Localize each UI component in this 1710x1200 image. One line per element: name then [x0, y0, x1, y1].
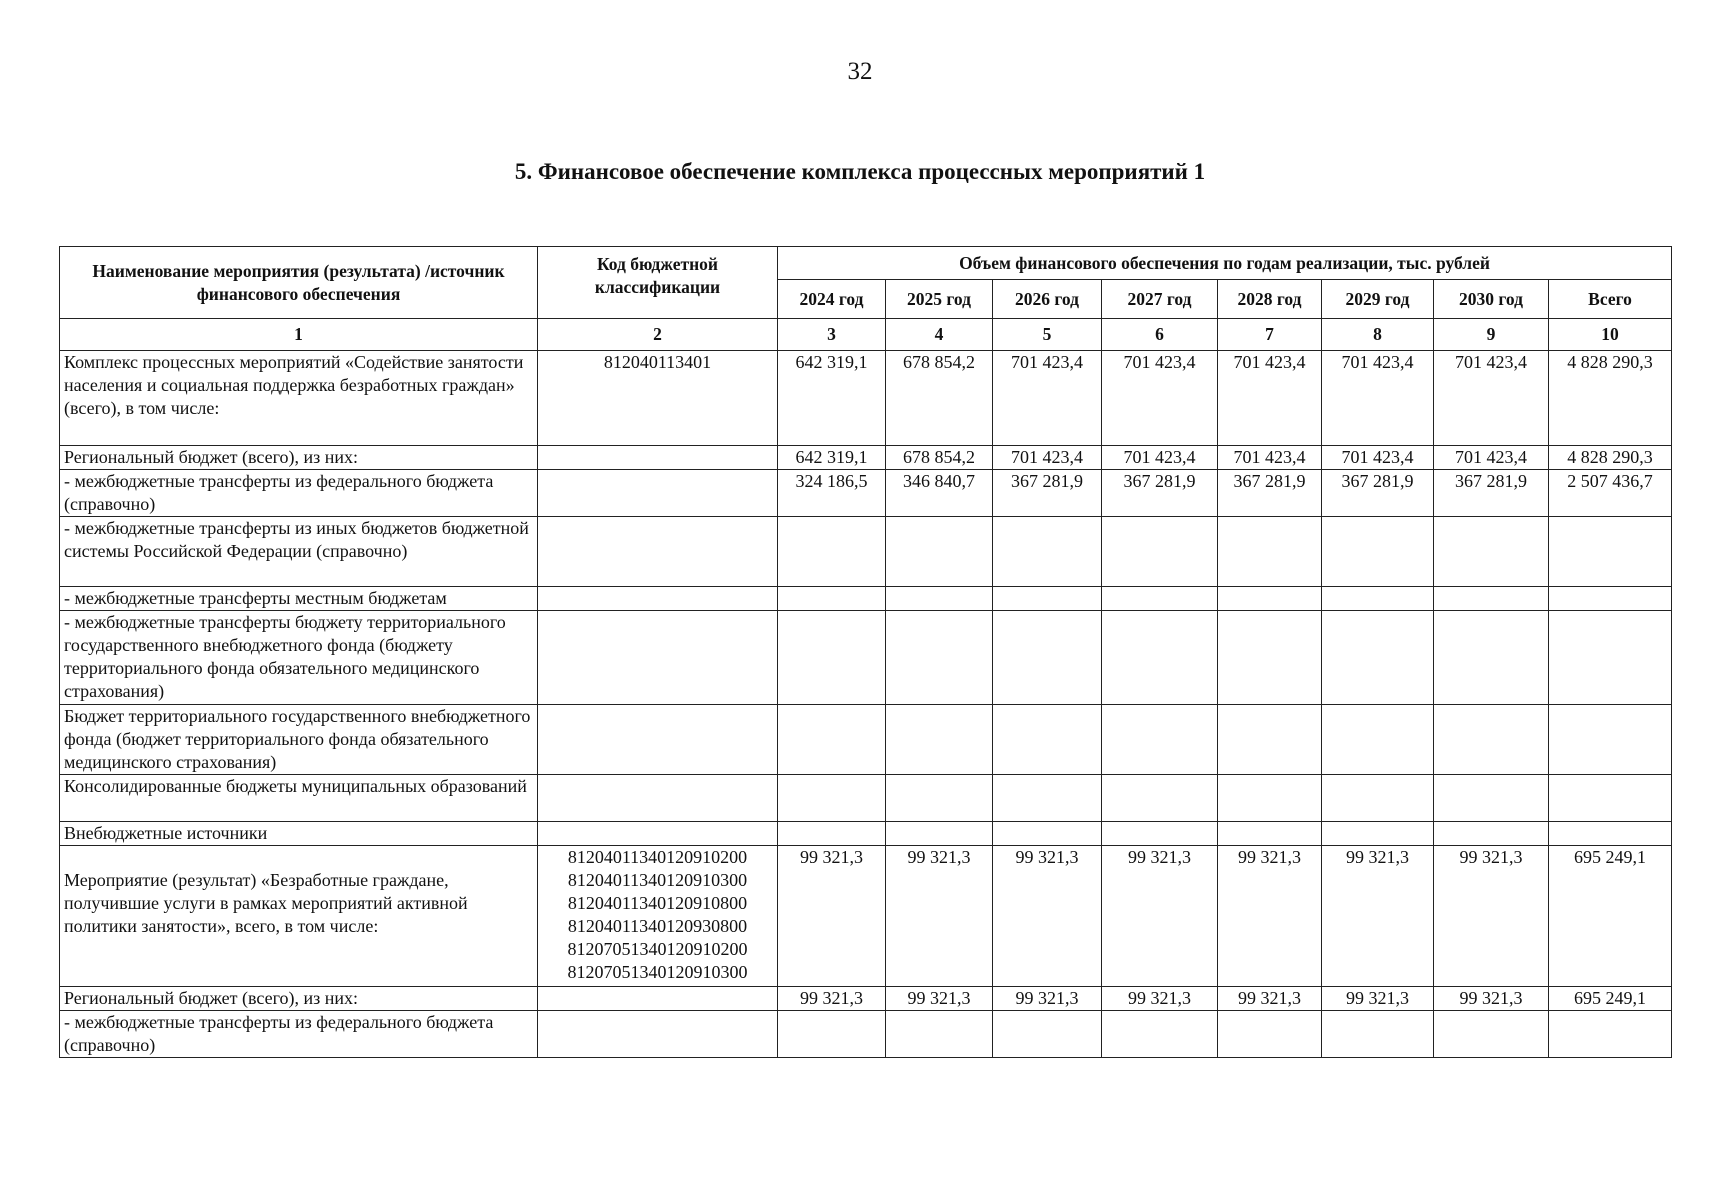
budget-code: 81204011340120930800: [567, 916, 748, 936]
row-year-value: [778, 775, 886, 822]
row-year-value: 99 321,3: [778, 987, 886, 1011]
row-year-value: [886, 611, 993, 705]
row-budget-code: [538, 987, 778, 1011]
table-row: [60, 611, 1672, 705]
row-year-value: [1102, 611, 1218, 705]
row-year-value: 99 321,3: [1322, 987, 1434, 1011]
row-year-value: [1434, 1011, 1549, 1058]
row-total-value: 2 507 436,7: [1549, 470, 1672, 517]
row-year-value: [1322, 1011, 1434, 1058]
row-year-value: 367 281,9: [1322, 470, 1434, 517]
row-year-value: [886, 822, 993, 846]
row-year-value: 99 321,3: [993, 987, 1102, 1011]
row-year-value: 701 423,4: [1322, 446, 1434, 470]
row-year-value: 99 321,3: [1434, 846, 1549, 987]
header-volume: Объем финансового обеспечения по годам реализации, тыс. рублей: [778, 247, 1672, 280]
row-year-value: [1434, 587, 1549, 611]
header-column-number: 6: [1102, 319, 1218, 351]
row-budget-code: [538, 775, 778, 822]
table-row: [60, 705, 1672, 775]
budget-code: 81204011340120910200: [567, 847, 748, 867]
row-year-value: 346 840,7: [886, 470, 993, 517]
row-year-value: 701 423,4: [1218, 446, 1322, 470]
row-year-value: [993, 822, 1102, 846]
row-year-value: [1322, 587, 1434, 611]
row-year-value: 642 319,1: [778, 446, 886, 470]
row-year-value: [1434, 822, 1549, 846]
row-year-value: [1434, 517, 1549, 587]
header-column-number: 9: [1434, 319, 1549, 351]
budget-code: 81204011340120910800: [567, 893, 748, 913]
row-year-value: 701 423,4: [1102, 446, 1218, 470]
table-row: [60, 470, 1672, 517]
row-year-value: 642 319,1: [778, 351, 886, 446]
row-total-value: 4 828 290,3: [1549, 351, 1672, 446]
header-year: Всего: [1549, 280, 1672, 319]
header-column-number: 5: [993, 319, 1102, 351]
row-year-value: [993, 587, 1102, 611]
row-year-value: [886, 517, 993, 587]
row-year-value: 99 321,3: [1102, 987, 1218, 1011]
row-year-value: [993, 611, 1102, 705]
row-budget-code: [538, 446, 778, 470]
header-year: 2030 год: [1434, 280, 1549, 319]
table-header: [60, 247, 1672, 351]
row-year-value: 701 423,4: [1218, 351, 1322, 446]
row-year-value: [993, 705, 1102, 775]
row-budget-code: [538, 705, 778, 775]
row-name: Бюджет территориального государственного внебюджетного фонда (бюджет территориального фонда обязательного медицинского страхования): [60, 705, 538, 775]
row-year-value: [886, 705, 993, 775]
row-year-value: [778, 611, 886, 705]
row-year-value: 367 281,9: [1102, 470, 1218, 517]
row-total-value: 4 828 290,3: [1549, 446, 1672, 470]
row-year-value: [1102, 587, 1218, 611]
row-name: - межбюджетные трансферты из федерального бюджета (справочно): [60, 470, 538, 517]
financing-table: [59, 246, 1672, 1058]
row-year-value: [993, 775, 1102, 822]
table-row: [60, 846, 1672, 987]
row-total-value: [1549, 822, 1672, 846]
row-year-value: [1322, 822, 1434, 846]
row-name: - межбюджетные трансферты из федерального бюджета (справочно): [60, 1011, 538, 1058]
header-column-number: 2: [538, 319, 778, 351]
row-budget-code: [538, 517, 778, 587]
row-year-value: [778, 517, 886, 587]
row-name: Региональный бюджет (всего), из них:: [60, 446, 538, 470]
row-year-value: [1434, 775, 1549, 822]
row-total-value: [1549, 611, 1672, 705]
table-row: [60, 587, 1672, 611]
row-year-value: [886, 587, 993, 611]
header-year: 2029 год: [1322, 280, 1434, 319]
row-year-value: [886, 1011, 993, 1058]
header-name: Наименование мероприятия (результата) /источник финансового обеспечения: [60, 247, 538, 319]
table-row: [60, 1011, 1672, 1058]
row-name: Региональный бюджет (всего), из них:: [60, 987, 538, 1011]
page-number: 32: [847, 58, 873, 85]
row-year-value: [1218, 822, 1322, 846]
row-year-value: [886, 775, 993, 822]
row-year-value: 678 854,2: [886, 351, 993, 446]
table-row: [60, 987, 1672, 1011]
row-year-value: 324 186,5: [778, 470, 886, 517]
row-year-value: [1218, 611, 1322, 705]
row-year-value: 701 423,4: [993, 351, 1102, 446]
table-row: [60, 822, 1672, 846]
row-budget-code: [538, 587, 778, 611]
table-body: [60, 351, 1672, 1058]
row-budget-code: [538, 822, 778, 846]
row-year-value: 678 854,2: [886, 446, 993, 470]
header-column-number: 7: [1218, 319, 1322, 351]
row-total-value: [1549, 775, 1672, 822]
row-year-value: 701 423,4: [993, 446, 1102, 470]
row-year-value: 99 321,3: [886, 987, 993, 1011]
budget-code: 81204011340120910300: [567, 870, 748, 890]
budget-code: 81207051340120910200: [567, 939, 748, 959]
budget-code: 81207051340120910300: [567, 962, 748, 982]
row-year-value: 99 321,3: [1218, 846, 1322, 987]
row-year-value: [1322, 705, 1434, 775]
row-total-value: [1549, 1011, 1672, 1058]
row-year-value: [1434, 611, 1549, 705]
row-total-value: 695 249,1: [1549, 987, 1672, 1011]
row-year-value: [778, 587, 886, 611]
row-year-value: [993, 1011, 1102, 1058]
header-year: 2025 год: [886, 280, 993, 319]
row-total-value: [1549, 587, 1672, 611]
row-year-value: [1218, 517, 1322, 587]
row-year-value: 701 423,4: [1434, 351, 1549, 446]
row-year-value: [1102, 822, 1218, 846]
section-title: 5. Финансовое обеспечение комплекса процессных мероприятий 1: [514, 159, 1206, 184]
row-year-value: 367 281,9: [1434, 470, 1549, 517]
header-column-number: 8: [1322, 319, 1434, 351]
table-row: [60, 775, 1672, 822]
row-year-value: 701 423,4: [1322, 351, 1434, 446]
header-year: 2028 год: [1218, 280, 1322, 319]
table-row: [60, 446, 1672, 470]
row-name: Мероприятие (результат) «Безработные граждане, получившие услуги в рамках мероприятий активной политики занятости», всего, в том числе:: [60, 846, 538, 987]
header-year: 2027 год: [1102, 280, 1218, 319]
row-year-value: 99 321,3: [886, 846, 993, 987]
row-year-value: [1218, 775, 1322, 822]
header-column-number: 3: [778, 319, 886, 351]
row-year-value: 99 321,3: [1434, 987, 1549, 1011]
row-year-value: [993, 517, 1102, 587]
row-year-value: [1218, 705, 1322, 775]
row-total-value: [1549, 705, 1672, 775]
row-total-value: [1549, 517, 1672, 587]
row-year-value: 99 321,3: [1322, 846, 1434, 987]
row-name: Внебюджетные источники: [60, 822, 538, 846]
row-year-value: 701 423,4: [1434, 446, 1549, 470]
header-column-number: 10: [1549, 319, 1672, 351]
row-budget-code: [538, 470, 778, 517]
header-code: Код бюджетной классификации: [538, 247, 778, 319]
row-year-value: 99 321,3: [1218, 987, 1322, 1011]
row-year-value: [778, 1011, 886, 1058]
row-year-value: [1102, 517, 1218, 587]
row-name: Консолидированные бюджеты муниципальных образований: [60, 775, 538, 822]
row-year-value: [1102, 775, 1218, 822]
row-total-value: 695 249,1: [1549, 846, 1672, 987]
header-year: 2024 год: [778, 280, 886, 319]
table-row: [60, 351, 1672, 446]
row-year-value: 99 321,3: [778, 846, 886, 987]
row-year-value: 701 423,4: [1102, 351, 1218, 446]
row-year-value: [1102, 705, 1218, 775]
row-name: - межбюджетные трансферты из иных бюджетов бюджетной системы Российской Федерации (справочно): [60, 517, 538, 587]
row-budget-code: [538, 846, 778, 987]
budget-code: 812040113401: [603, 352, 712, 372]
row-year-value: [1218, 1011, 1322, 1058]
row-budget-code: [538, 611, 778, 705]
row-year-value: 99 321,3: [1102, 846, 1218, 987]
row-name: - межбюджетные трансферты местным бюджетам: [60, 587, 538, 611]
row-year-value: [778, 705, 886, 775]
row-budget-code: [538, 1011, 778, 1058]
header-year: 2026 год: [993, 280, 1102, 319]
header-column-number: 4: [886, 319, 993, 351]
header-column-number: 1: [60, 319, 538, 351]
row-year-value: [1434, 705, 1549, 775]
row-year-value: [1322, 775, 1434, 822]
row-budget-code: [538, 351, 778, 446]
row-year-value: [1322, 611, 1434, 705]
row-year-value: [1218, 587, 1322, 611]
table-row: [60, 517, 1672, 587]
row-year-value: 367 281,9: [1218, 470, 1322, 517]
row-name: Комплекс процессных мероприятий «Содействие занятости населения и социальная поддержка безработных граждан» (всего), в том числе:: [60, 351, 538, 446]
row-year-value: [1102, 1011, 1218, 1058]
row-year-value: [1322, 517, 1434, 587]
row-year-value: [778, 822, 886, 846]
row-year-value: 367 281,9: [993, 470, 1102, 517]
row-year-value: 99 321,3: [993, 846, 1102, 987]
row-name: - межбюджетные трансферты бюджету территориального государственного внебюджетного фонда (бюджету территориального фонда обязательного медицинского страхования): [60, 611, 538, 705]
